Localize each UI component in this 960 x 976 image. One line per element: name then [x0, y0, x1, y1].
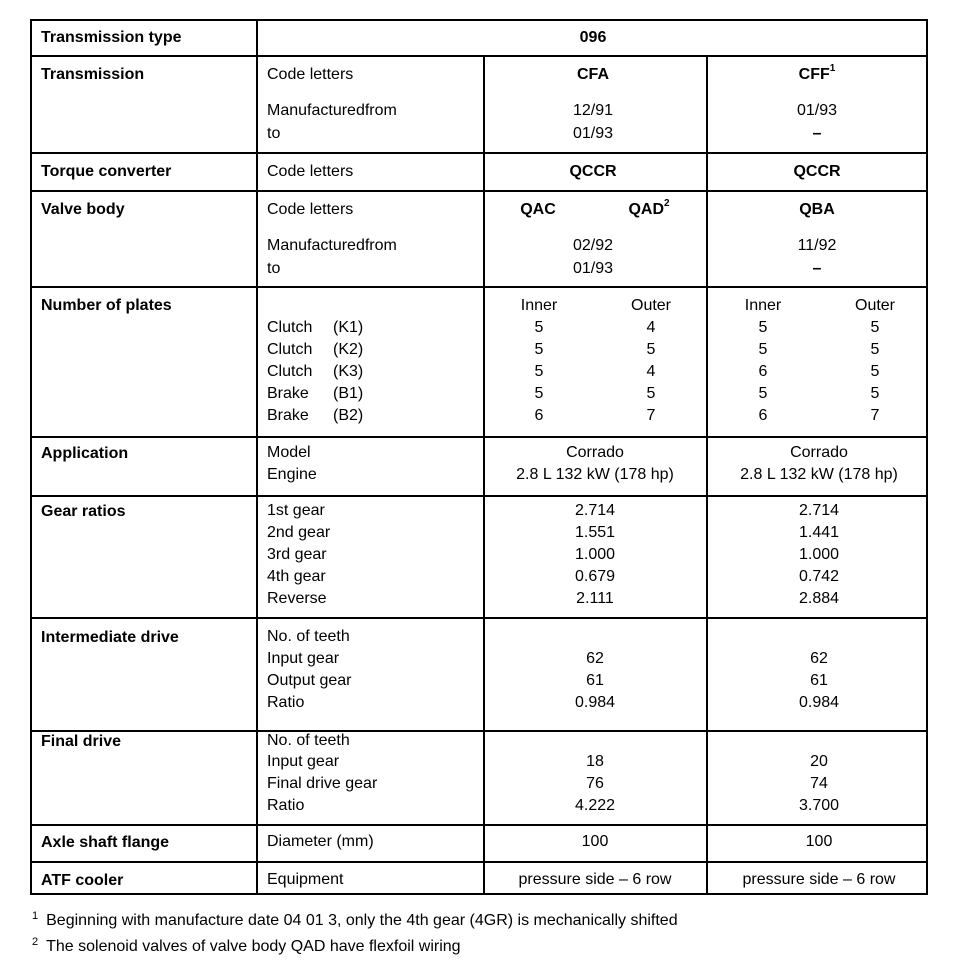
intermediate-col1: 0.984: [574, 694, 616, 711]
footnote-ref: 2: [664, 197, 670, 209]
row-divider: [32, 190, 926, 192]
torque-col1-code: QCCR: [569, 163, 617, 180]
footnote-text: Beginning with manufacture date 04 01 3, only the 4th gear (4GR) is mechanically shifted: [46, 912, 678, 929]
row-divider: [32, 824, 926, 826]
axle-col2: 100: [805, 833, 833, 850]
valve-code-qba: QBA: [799, 201, 835, 218]
plates-col2-inner-header: Inner: [744, 297, 782, 314]
plates-col1-inner: 5: [534, 385, 544, 402]
transmission-col1-from: 12/91: [572, 102, 614, 119]
atf-col1: pressure side – 6 row: [518, 871, 672, 888]
transmission-code-cfa: CFA: [577, 66, 609, 83]
gear-col2-ratio: 2.884: [798, 590, 840, 607]
valve-col2-from: 11/92: [797, 237, 837, 254]
plates-col2-outer: 5: [870, 341, 880, 358]
final-row-name: Final drive gear: [267, 775, 378, 792]
footnote-2: [32, 937, 461, 958]
plates-row-name: Clutch: [267, 319, 313, 336]
plates-col2-inner: 6: [758, 363, 768, 380]
row-divider: [32, 286, 926, 288]
footnote-mark: 1: [32, 910, 39, 922]
gear-col1-ratio: 1.551: [574, 524, 616, 541]
transmission-type-value: 096: [579, 29, 607, 46]
row-label-final-drive: Final drive: [41, 733, 122, 750]
gear-col1-ratio: 1.000: [574, 546, 616, 563]
gear-col2-ratio: 2.714: [798, 502, 840, 519]
intermediate-row-name: Output gear: [267, 672, 352, 689]
plates-col1-outer-header: Outer: [630, 297, 672, 314]
row-label-valve-body: Valve body: [41, 201, 125, 218]
row-label-number-of-plates: Number of plates: [41, 297, 172, 314]
plates-col1-outer: 5: [646, 385, 656, 402]
final-col1: 18: [586, 753, 604, 770]
application-col1-model: Corrado: [566, 444, 624, 461]
axle-col1: 100: [581, 833, 609, 850]
transmission-col2-to: –: [812, 125, 822, 142]
row-divider: [32, 55, 926, 57]
gear-name: 2nd gear: [267, 524, 331, 541]
row-divider: [32, 617, 926, 619]
final-col1: 76: [586, 775, 604, 792]
row-label-transmission: Transmission: [41, 66, 145, 83]
plates-row-name: Brake: [267, 385, 309, 402]
row-divider: [32, 152, 926, 154]
manufactured-from-label: Manufacturedfrom: [267, 237, 397, 254]
final-col2: 20: [810, 753, 828, 770]
torque-col2-code: QCCR: [793, 163, 841, 180]
valve-code-qac: QAC: [520, 201, 556, 218]
valve-col2-to: –: [812, 260, 822, 277]
row-divider: [32, 730, 926, 732]
spec-table: [30, 19, 928, 895]
final-col1: 4.222: [574, 797, 616, 814]
intermediate-col2: 61: [810, 672, 828, 689]
row-label-atf-cooler: ATF cooler: [41, 872, 124, 889]
footnote-ref: 1: [829, 62, 836, 74]
intermediate-row-name: Input gear: [267, 650, 340, 667]
plates-col2-outer: 7: [870, 407, 880, 424]
intermediate-col1: 61: [586, 672, 604, 689]
engine-label: Engine: [267, 466, 317, 483]
atf-col2: pressure side – 6 row: [742, 871, 896, 888]
final-row-name: Ratio: [267, 797, 305, 814]
plates-col1-outer: 7: [646, 407, 656, 424]
plates-col2-inner: 6: [758, 407, 768, 424]
row-label-application: Application: [41, 445, 129, 462]
row-label-intermediate-drive: Intermediate drive: [41, 629, 179, 646]
intermediate-col1: 62: [586, 650, 604, 667]
code-letters-label: Code letters: [267, 201, 354, 218]
plates-col2-outer: 5: [870, 319, 880, 336]
gear-name: 4th gear: [267, 568, 326, 585]
footnote-mark: 2: [32, 936, 39, 948]
footnote-text: The solenoid valves of valve body QAD have flexfoil wiring: [46, 938, 461, 955]
manufactured-from-label: Manufacturedfrom: [267, 102, 397, 119]
manufactured-to-label: to: [267, 260, 281, 277]
col-divider: [256, 21, 258, 895]
plates-col2-outer: 5: [870, 385, 880, 402]
gear-name: 3rd gear: [267, 546, 327, 563]
transmission-col1-to: 01/93: [572, 125, 614, 142]
application-col2-model: Corrado: [790, 444, 848, 461]
gear-col2-ratio: 1.000: [798, 546, 840, 563]
plates-row-code: (K3): [333, 363, 364, 380]
gear-name: Reverse: [267, 590, 327, 607]
model-label: Model: [267, 444, 311, 461]
intermediate-col2: 62: [810, 650, 828, 667]
diameter-label: Diameter (mm): [267, 833, 374, 850]
gear-col1-ratio: 2.111: [576, 590, 614, 607]
plates-col2-inner: 5: [758, 385, 768, 402]
plates-col1-inner: 5: [534, 341, 544, 358]
row-label-gear-ratios: Gear ratios: [41, 503, 126, 520]
plates-row-name: Brake: [267, 407, 309, 424]
plates-col2-outer: 5: [870, 363, 880, 380]
plates-row-code: (K2): [333, 341, 364, 358]
teeth-label: No. of teeth: [267, 732, 350, 749]
plates-col1-inner: 5: [534, 363, 544, 380]
transmission-code-cff: [798, 62, 836, 85]
intermediate-col2: 0.984: [798, 694, 840, 711]
code-letters-label: Code letters: [267, 66, 354, 83]
plates-row-name: Clutch: [267, 341, 313, 358]
gear-col2-ratio: 1.441: [798, 524, 840, 541]
plates-row-code: (B2): [333, 407, 364, 424]
transmission-col2-from: 01/93: [796, 102, 838, 119]
plates-col1-inner-header: Inner: [520, 297, 558, 314]
plates-col2-inner: 5: [758, 319, 768, 336]
col-divider: [706, 55, 708, 895]
row-label-transmission-type: Transmission type: [41, 29, 182, 46]
plates-col1-outer: 4: [646, 363, 656, 380]
plates-col2-inner: 5: [758, 341, 768, 358]
code-text: CFF: [798, 66, 830, 83]
final-col2: 3.700: [798, 797, 840, 814]
plates-col1-outer: 5: [646, 341, 656, 358]
intermediate-row-name: Ratio: [267, 694, 305, 711]
equipment-label: Equipment: [267, 871, 344, 888]
plates-row-code: (K1): [333, 319, 364, 336]
plates-col1-inner: 5: [534, 319, 544, 336]
plates-col1-outer: 4: [646, 319, 656, 336]
final-row-name: Input gear: [267, 753, 340, 770]
code-letters-label: Code letters: [267, 163, 354, 180]
gear-col1-ratio: 0.679: [574, 568, 616, 585]
col-divider: [483, 55, 485, 895]
application-col1-engine: 2.8 L 132 kW (178 hp): [516, 466, 674, 483]
application-col2-engine: 2.8 L 132 kW (178 hp): [740, 466, 898, 483]
gear-col2-ratio: 0.742: [798, 568, 840, 585]
row-divider: [32, 436, 926, 438]
gear-col1-ratio: 2.714: [574, 502, 616, 519]
plates-col1-inner: 6: [534, 407, 544, 424]
row-divider: [32, 495, 926, 497]
row-divider: [32, 861, 926, 863]
plates-row-code: (B1): [333, 385, 364, 402]
plates-col2-outer-header: Outer: [854, 297, 896, 314]
valve-code-qad: [628, 197, 670, 220]
row-label-axle-shaft-flange: Axle shaft flange: [41, 834, 170, 851]
manufactured-to-label: to: [267, 125, 281, 142]
plates-row-name: Clutch: [267, 363, 313, 380]
gear-name: 1st gear: [267, 502, 325, 519]
footnote-1: [32, 911, 678, 932]
row-label-torque-converter: Torque converter: [41, 163, 172, 180]
final-col2: 74: [810, 775, 828, 792]
code-text: QAD: [628, 201, 664, 218]
teeth-label: No. of teeth: [267, 628, 350, 645]
valve-col1-from: 02/92: [572, 237, 614, 254]
valve-col1-to: 01/93: [572, 260, 614, 277]
